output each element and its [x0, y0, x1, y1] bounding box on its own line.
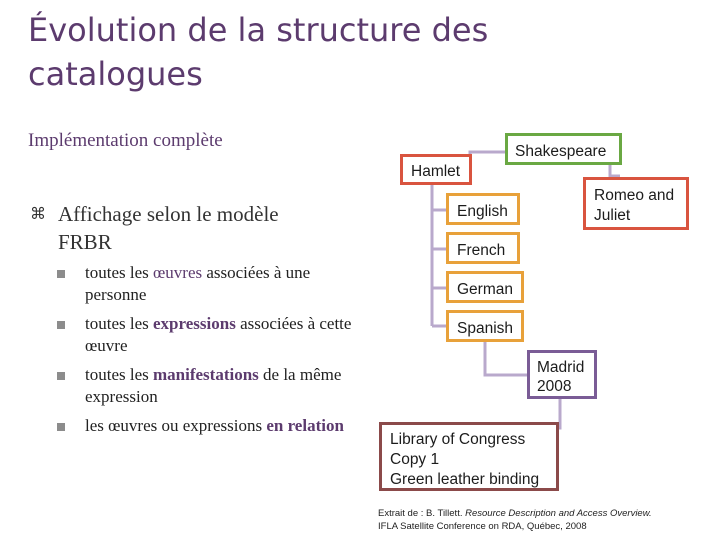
- work-label-hamlet: Hamlet: [411, 163, 461, 180]
- slide-title: Évolution de la structure des catalogues: [28, 11, 489, 93]
- expression-box-french: [446, 232, 520, 264]
- sub-bullet-text: associées à cette œuvre: [85, 314, 352, 355]
- sub-bullet-text: associées à une personne: [85, 263, 311, 304]
- source-footer: [378, 507, 652, 533]
- manifestation-box-madrid: [527, 350, 597, 399]
- emphasis-related: en relation: [266, 416, 344, 435]
- work-box-hamlet: [400, 154, 472, 185]
- work-label-romeo-juliet: Romeo and Juliet: [594, 187, 675, 224]
- item-line-library: Library of Congress: [390, 431, 526, 448]
- source-prefix: Extrait de : B. Tillett.: [378, 508, 466, 519]
- item-line-binding: Green leather binding: [390, 471, 540, 488]
- expression-label: Spanish: [457, 320, 514, 337]
- emphasis-works: œuvres: [153, 263, 203, 282]
- emphasis-expressions: expressions: [153, 314, 236, 333]
- manifestation-label: Madrid 2008: [537, 359, 585, 395]
- sub-bullet-text: de la même expression: [85, 365, 342, 406]
- expression-box-german: [446, 271, 524, 303]
- expression-label: French: [457, 242, 506, 259]
- connector-author-hamlet: [470, 152, 505, 156]
- source-line-2: IFLA Satellite Conference on RDA, Québec, 2008: [378, 521, 587, 532]
- expression-box-english: [446, 193, 520, 225]
- item-box-library-of-congress: [379, 422, 559, 491]
- main-bullet-text: Affichage selon le modèle FRBR: [58, 202, 279, 254]
- expression-label: German: [457, 281, 513, 298]
- slide-subtitle: Implémentation complète: [28, 130, 223, 151]
- connector-author-romeo: [610, 164, 620, 176]
- expression-label: English: [457, 203, 508, 220]
- sub-bullet-text: les œuvres ou expressions: [85, 416, 267, 435]
- command-icon: ⌘: [30, 204, 46, 223]
- sub-bullet-text: toutes les: [85, 365, 153, 384]
- emphasis-manifestations: manifestations: [153, 365, 259, 384]
- expression-box-spanish: [446, 310, 524, 342]
- sub-bullet-text: toutes les: [85, 314, 153, 333]
- source-line-1: [378, 507, 652, 520]
- connector-spanish-madrid: [485, 340, 528, 375]
- sub-bullet-text: toutes les: [85, 263, 153, 282]
- item-line-copy: Copy 1: [390, 451, 440, 468]
- author-label: Shakespeare: [515, 143, 607, 160]
- author-box-shakespeare: [505, 133, 622, 165]
- work-box-romeo-juliet: [583, 177, 689, 230]
- source-title: Resource Description and Access Overview.: [465, 508, 652, 519]
